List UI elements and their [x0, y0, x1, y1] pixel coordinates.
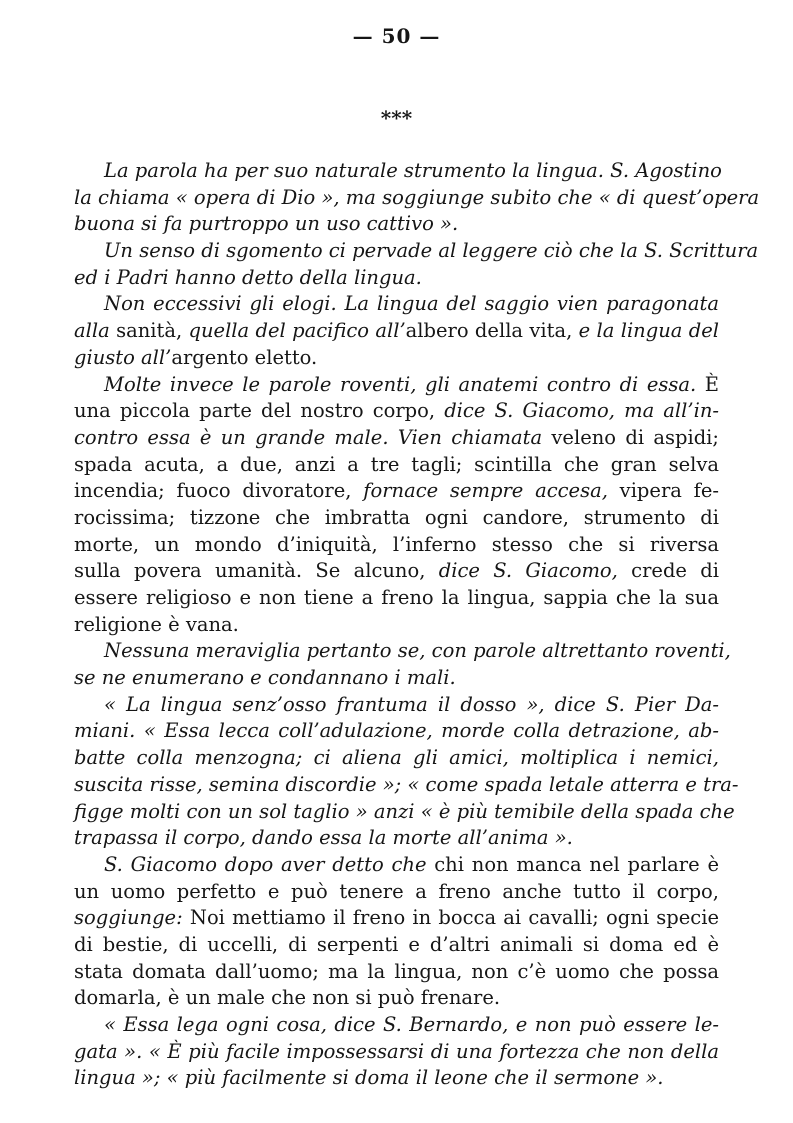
text-line: [74, 959, 719, 986]
roman-segment: Noi mettiamo il freno in bocca ai cavalli; ogni specie: [189, 906, 719, 930]
text-line: [74, 692, 719, 719]
roman-segment: crede di: [631, 559, 719, 583]
italic-segment: Nessuna meraviglia pertanto se, con parole altrettanto roventi,: [104, 639, 731, 663]
italic-segment: Molte invece le parole roventi, gli anatemi contro di essa.: [104, 372, 705, 396]
italic-segment: figge molti con un sol taglio » anzi « è più temibile della spada che: [74, 799, 735, 823]
text-line: [74, 772, 739, 799]
text-line: [74, 799, 735, 826]
italic-segment: Un senso di sgomento ci pervade al leggere ciò che la S. Scrittura: [104, 239, 759, 263]
text-line: [74, 238, 759, 265]
roman-segment: domarla, è un male che non si può frenare.: [74, 986, 501, 1010]
text-line: [74, 452, 719, 479]
italic-segment: soggiunge:: [74, 906, 190, 930]
text-line: [74, 1065, 719, 1092]
roman-segment: È: [704, 372, 719, 396]
text-line: [74, 638, 731, 665]
italic-segment: La parola ha per suo naturale strumento la lingua. S. Agostino: [104, 159, 722, 182]
roman-segment: di bestie, di uccelli, di serpenti e d’altri animali si doma ed è: [74, 932, 719, 956]
roman-segment: albero della vita,: [405, 319, 579, 343]
roman-segment: morte, un mondo d’iniquità, l’inferno stesso che si riversa: [74, 532, 719, 556]
text-line: [74, 932, 719, 959]
italic-segment: la chiama « opera di Dio », ma soggiunge subito che « di quest’opera: [74, 185, 760, 209]
text-line: [74, 318, 719, 345]
text-line: [74, 211, 719, 238]
roman-segment: un uomo perfetto e può tenere a freno anche tutto il corpo,: [74, 879, 719, 903]
roman-segment: spada acuta, a due, anzi a tre tagli; scintilla che gran selva: [74, 452, 719, 476]
italic-segment: « Essa lega ogni cosa, dice S. Bernardo, e non può essere le-: [104, 1013, 719, 1036]
roman-segment: rocissima; tizzone che imbratta ogni candore, strumento di: [74, 505, 719, 529]
roman-segment: una piccola parte del nostro corpo,: [74, 399, 445, 423]
text-line: [74, 985, 719, 1012]
body-text: [74, 158, 760, 1092]
roman-segment: religione è vana.: [74, 612, 239, 636]
text-line: [74, 265, 719, 292]
roman-segment: essere religioso e non tiene a freno la lingua, sappia che la sua: [74, 586, 719, 609]
text-line: [74, 745, 719, 772]
text-line: [74, 532, 719, 559]
text-line: [74, 718, 719, 745]
italic-segment: fornace sempre accesa,: [363, 479, 620, 503]
roman-segment: vipera fe-: [619, 479, 719, 503]
roman-segment: chi non manca nel parlare è: [434, 852, 719, 876]
italic-segment: dice S. Giacomo,: [438, 559, 632, 583]
italic-segment: giusto all’: [74, 345, 172, 369]
roman-segment: argento eletto.: [171, 345, 318, 369]
text-line: [74, 585, 719, 612]
italic-segment: contro essa è un grande male. Vien chiamata: [74, 425, 552, 449]
italic-segment: quella del pacifico all’: [188, 319, 406, 343]
italic-segment: Non eccessivi gli elogi. La lingua del saggio vien paragonata: [104, 292, 719, 316]
text-line: [74, 158, 722, 185]
text-line: [74, 825, 719, 852]
roman-segment: sulla povera umanità. Se alcuno,: [74, 559, 439, 583]
page-number: — 50 —: [352, 24, 441, 48]
italic-segment: alla: [74, 319, 117, 343]
italic-segment: dice S. Giacomo, ma all’in-: [444, 399, 719, 423]
text-line: [74, 345, 719, 372]
text-line: [74, 905, 719, 932]
italic-segment: miani. « Essa lecca coll’adulazione, morde colla detrazione, ab-: [74, 719, 719, 743]
roman-segment: stata domata dall’uomo; ma la lingua, non c’è uomo che possa: [74, 959, 719, 983]
text-line: [74, 505, 719, 532]
text-line: [74, 372, 719, 399]
italic-segment: se ne enumerano e condannano i mali.: [74, 666, 456, 690]
roman-segment: incendia; fuoco divoratore,: [74, 479, 364, 503]
section-separator: ***: [380, 106, 413, 130]
italic-segment: dice S. Pier Da-: [554, 692, 719, 716]
text-line: [74, 291, 719, 318]
italic-segment: S. Giacomo dopo aver detto che: [104, 852, 435, 876]
text-line: [74, 558, 719, 585]
text-line: [74, 398, 719, 425]
italic-segment: batte colla menzogna; ci aliena gli amici, moltiplica i nemici,: [74, 746, 719, 770]
text-line: [74, 612, 719, 639]
italic-segment: suscita risse, semina discordie »; « come spada letale atterra e tra-: [74, 772, 739, 796]
text-line: [74, 1039, 719, 1066]
italic-segment: ed i Padri hanno detto della lingua.: [74, 265, 422, 289]
roman-segment: sanità,: [116, 319, 189, 343]
text-line: [74, 478, 719, 505]
italic-segment: « La lingua senz’osso frantuma il dosso »,: [104, 692, 555, 716]
text-line: [74, 879, 719, 906]
roman-segment: veleno di aspidi;: [551, 425, 719, 449]
text-line: [74, 665, 719, 692]
italic-segment: e la lingua del: [578, 319, 719, 343]
italic-segment: buona si fa purtroppo un uso cattivo ».: [74, 212, 459, 236]
italic-segment: trapassa il corpo, dando essa la morte all’anima ».: [74, 826, 573, 850]
italic-segment: lingua »; « più facilmente si doma il leone che il sermone ».: [74, 1066, 664, 1090]
text-line: [74, 1012, 719, 1039]
text-line: [74, 425, 719, 452]
text-line: [74, 852, 719, 879]
italic-segment: gata ». « È più facile impossessarsi di una fortezza che non della: [74, 1039, 719, 1063]
text-line: [74, 185, 760, 212]
